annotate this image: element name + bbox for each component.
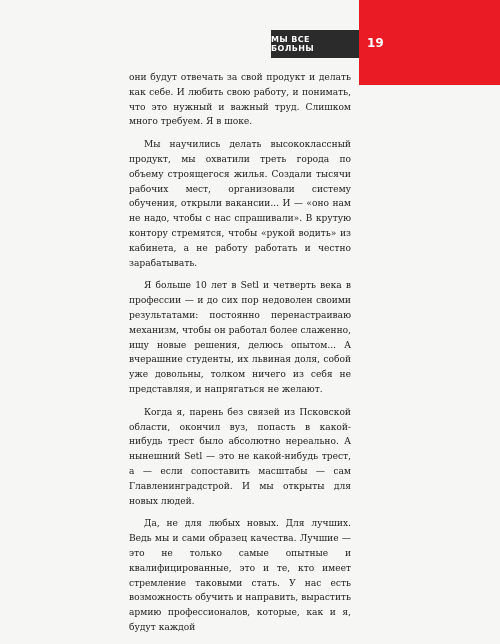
paragraph-3: Я больше 10 лет в Setl и четверть века в профессии — и до сих пор недоволен своими результатами: постоянно перенастраиваю механизм, чтобы он работал более слаженно, ищу новые решения, делюсь опытом... А вчерашние студенты, их львиная доля, собой уже довольны, толком ничего из себя не представляя, и напрягаться не желают. [129,281,351,395]
page-number: 19 [367,36,384,50]
paragraph-4: Когда я, парень без связей из Псковской области, окончил вуз, попасть в какой-нибудь трест было абсолютно нереально. А нынешний Setl — это не какой-нибудь трест, а — если сопоставить масштабы — сам Главленинградстрой. И мы открыты для новых людей. [129,407,351,507]
body-text [129,71,351,644]
running-header [271,30,359,58]
paragraph-1: они будут отвечать за свой продукт и делать как себе. И любить свою работу, и понимать, что это нужный и важный труд. Слишком много требуем. Я в шоке. [129,73,351,128]
paragraph-2: Мы научились делать высококлассный продукт, мы охватили треть города по объему строящегося жилья. Создали тысячи рабочих мест, организовали систему обучения, открыли вакансии... И — «оно нам не надо, чтобы с нас спрашивали». В крутую контору стремятся, чтобы «рукой водить» из кабинета, а не работу работать и честно зарабатывать. [129,140,351,269]
page-number-tab [359,0,500,85]
paragraph-5: Да, не для любых новых. Для лучших. Ведь мы и сами образец качества. Лучшие — это не только самые опытные и квалифицированные, это и те, кто имеет стремление таковыми стать. У нас есть возможность обучить и направить, вырастить армию профессионалов, которые, как и я, будут каждой [129,519,351,633]
section-title: МЫ ВСЕ БОЛЬНЫ [271,35,315,53]
